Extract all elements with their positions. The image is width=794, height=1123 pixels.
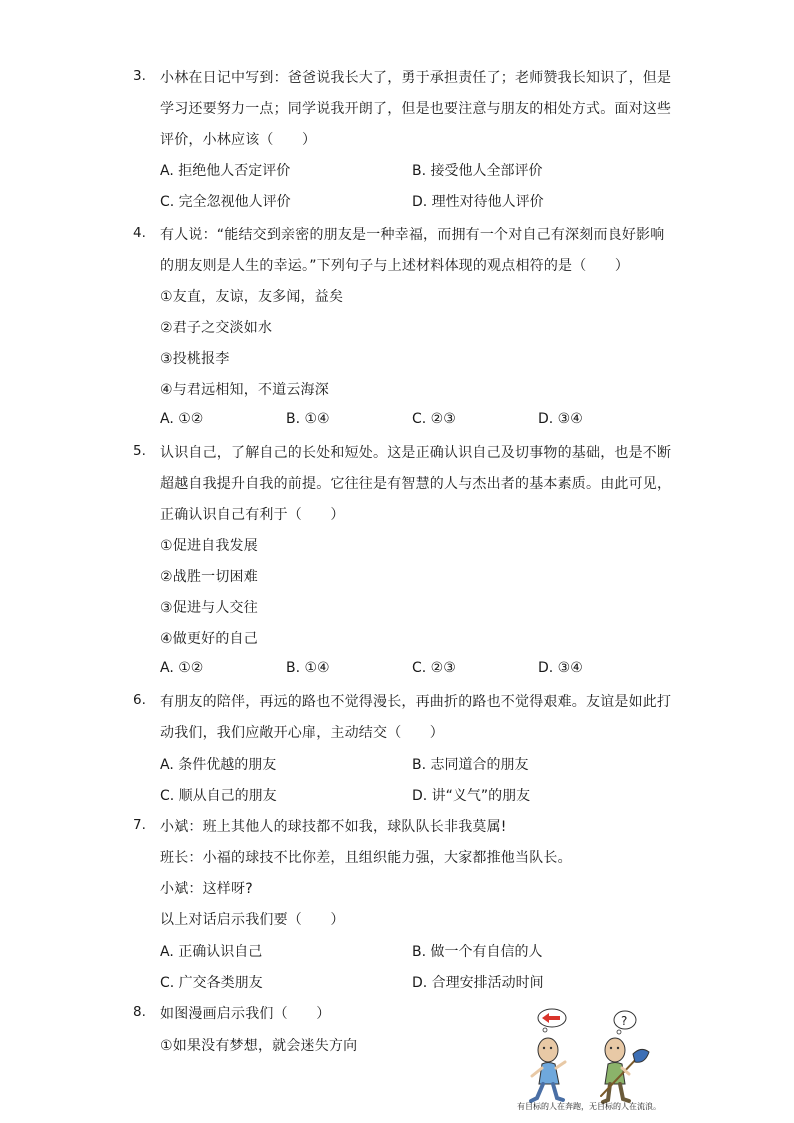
dialogue-line: 小斌：班上其他人的球技都不如我，球队队长非我莫属! (160, 819, 507, 835)
option-c[interactable]: C. 广交各类朋友 (160, 975, 263, 991)
question-number: 6. (133, 692, 146, 708)
option-c[interactable]: C. 顺从自己的朋友 (160, 788, 277, 804)
question-text-line: 正确认识自己有利于（ ） (160, 507, 345, 523)
option-a[interactable]: A. ①② (160, 660, 204, 676)
question-text-line: 以上对话启示我们要（ ） (160, 912, 345, 928)
question-text-line: 有人说：“能结交到亲密的朋友是一种幸福，而拥有一个对自己有深刻而良好影响 (160, 227, 665, 243)
question-mark-icon: ? (621, 1014, 628, 1028)
question-number: 5. (133, 443, 146, 459)
option-a[interactable]: A. 拒绝他人否定评价 (160, 163, 291, 179)
option-b[interactable]: B. 做一个有自信的人 (412, 944, 543, 960)
dialogue-line: 小斌：这样呀? (160, 881, 253, 897)
option-c[interactable]: C. ②③ (412, 411, 456, 427)
statement-item: ③投桃报李 (160, 351, 230, 367)
question-text-line: 评价，小林应该（ ） (160, 132, 317, 148)
dialogue-line: 班长：小福的球技不比你差，且组织能力强，大家都推他当队长。 (160, 850, 572, 866)
question-number: 8. (133, 1004, 146, 1020)
wandering-person (601, 1011, 649, 1102)
cartoon-illustration (515, 1006, 665, 1114)
option-d[interactable]: D. 讲“义气”的朋友 (412, 788, 531, 804)
running-person (531, 1009, 566, 1101)
option-b[interactable]: B. ①④ (286, 411, 330, 427)
option-b[interactable]: B. 接受他人全部评价 (412, 163, 543, 179)
question-number: 4. (133, 225, 146, 241)
question-text-line: 小林在日记中写到：爸爸说我长大了，勇于承担责任了；老师赞我长知识了，但是 (160, 70, 672, 86)
statement-item: ①友直，友谅，友多闻，益矣 (160, 289, 344, 305)
cartoon-caption: 有目标的人在奔跑，无目标的人在流浪。 (517, 1102, 661, 1111)
option-c[interactable]: C. 完全忽视他人评价 (160, 194, 291, 210)
question-text-line: 动我们，我们应敞开心扉，主动结交（ ） (160, 725, 444, 741)
statement-item: ②君子之交淡如水 (160, 320, 273, 336)
option-a[interactable]: A. ①② (160, 411, 204, 427)
question-text-line: 如图漫画启示我们（ ） (160, 1006, 331, 1022)
statement-item: ④与君远相知，不道云海深 (160, 382, 329, 398)
option-a[interactable]: A. 正确认识自己 (160, 944, 263, 960)
bundle-icon (633, 1049, 649, 1062)
statement-item: ④做更好的自己 (160, 631, 258, 647)
statement-item: ①如果没有梦想，就会迷失方向 (160, 1038, 358, 1054)
question-number: 3. (133, 68, 146, 84)
question-text-line: 学习还要努力一点；同学说我开朗了，但是也要注意与朋友的相处方式。面对这些 (160, 101, 672, 117)
statement-item: ②战胜一切困难 (160, 569, 258, 585)
statement-item: ①促进自我发展 (160, 538, 258, 554)
question-number: 7. (133, 817, 146, 833)
option-d[interactable]: D. ③④ (538, 411, 583, 427)
question-text-line: 的朋友则是人生的幸运。”下列句子与上述材料体现的观点相符的是（ ） (160, 258, 630, 274)
option-c[interactable]: C. ②③ (412, 660, 456, 676)
option-d[interactable]: D. 理性对待他人评价 (412, 194, 544, 210)
option-d[interactable]: D. ③④ (538, 660, 583, 676)
question-text-line: 有朋友的陪伴，再远的路也不觉得漫长，再曲折的路也不觉得艰难。友谊是如此打 (160, 694, 672, 710)
option-b[interactable]: B. ①④ (286, 660, 330, 676)
statement-item: ③促进与人交往 (160, 600, 258, 616)
question-text-line: 认识自己，了解自己的长处和短处。这是正确认识自己及切事物的基础，也是不断 (160, 445, 672, 461)
option-a[interactable]: A. 条件优越的朋友 (160, 757, 277, 773)
question-text-line: 超越自我提升自我的前提。它往往是有智慧的人与杰出者的基本素质。由此可见， (160, 476, 672, 492)
option-d[interactable]: D. 合理安排活动时间 (412, 975, 544, 991)
option-b[interactable]: B. 志同道合的朋友 (412, 757, 529, 773)
